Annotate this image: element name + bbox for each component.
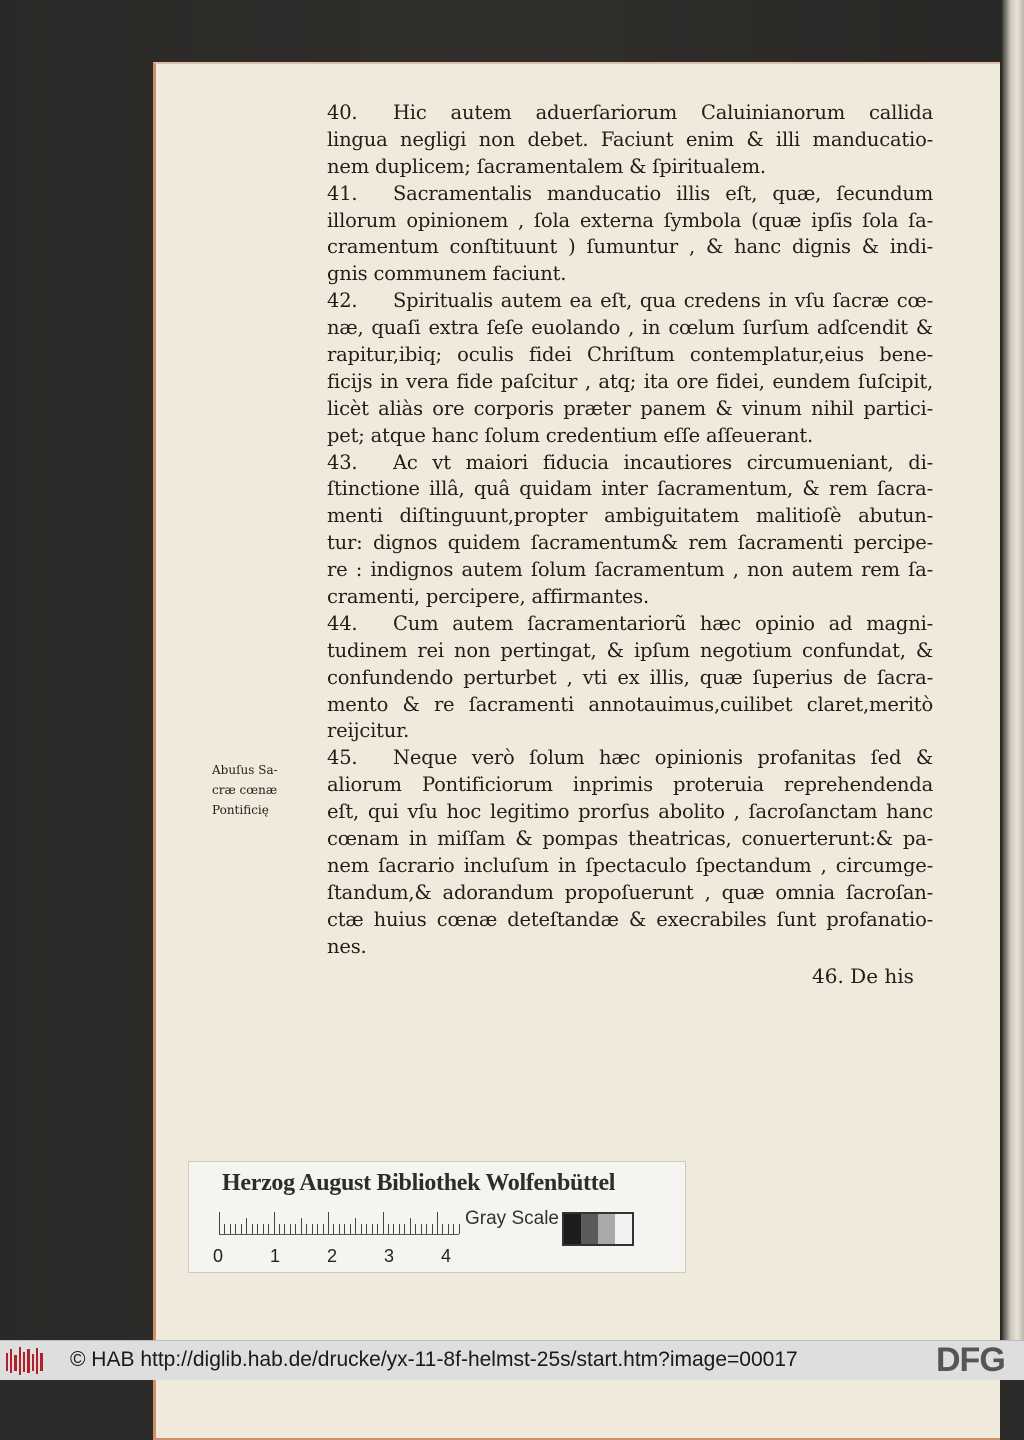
gray-swatch bbox=[598, 1214, 615, 1244]
ruler-tick bbox=[355, 1218, 356, 1234]
hab-logo-icon bbox=[6, 1347, 46, 1375]
text-line bbox=[327, 261, 933, 288]
text-line bbox=[327, 745, 933, 772]
paragraph-number: 40. bbox=[327, 101, 358, 124]
ruler-tick bbox=[224, 1224, 225, 1234]
ruler-tick bbox=[339, 1224, 340, 1234]
text-line bbox=[327, 584, 933, 611]
ruler-tick bbox=[252, 1224, 253, 1234]
text-line bbox=[327, 853, 933, 880]
ruler-tick bbox=[312, 1224, 313, 1234]
text-line bbox=[327, 396, 933, 423]
ruler-tick bbox=[235, 1224, 236, 1234]
ruler-tick bbox=[393, 1224, 394, 1234]
line-text: reijcitur. bbox=[327, 719, 410, 743]
ruler-tick bbox=[404, 1224, 405, 1234]
margin-note-line: cræ cœnæ bbox=[212, 783, 278, 797]
text-line bbox=[327, 718, 933, 745]
line-text: ſtinctione illâ, quâ quidam inter ſacramentum, & rem ſacra- bbox=[327, 477, 933, 501]
text-line bbox=[327, 772, 933, 799]
ruler-tick bbox=[442, 1224, 443, 1234]
gray-swatch bbox=[615, 1214, 632, 1244]
paragraph-number: 43. bbox=[327, 450, 358, 474]
library-name: Herzog August Bibliothek Wolfenbüttel bbox=[222, 1170, 616, 1196]
ruler-tick bbox=[426, 1224, 427, 1234]
ruler-tick bbox=[263, 1224, 264, 1234]
ruler-tick bbox=[410, 1218, 411, 1234]
line-text: nem ſacrario incluſum in ſpectaculo ſpectandum , circumge- bbox=[327, 853, 933, 877]
scale-ruler bbox=[219, 1210, 459, 1235]
text-line bbox=[327, 476, 933, 503]
margin-note-line: Abuſus Sa- bbox=[212, 763, 278, 777]
line-text: tudinem rei non pertingat, & ipſum negotium confundat, & bbox=[327, 638, 933, 662]
line-text: cramentum conſtituunt ) ſumuntur , & hanc dignis & indi- bbox=[327, 235, 933, 259]
text-line bbox=[327, 208, 933, 235]
margin-note bbox=[212, 760, 316, 820]
adjacent-page-edge bbox=[1002, 0, 1024, 1340]
ruler-tick bbox=[372, 1224, 373, 1234]
line-text: menti diſtinguunt,propter ambiguitatem malitioſè abutun- bbox=[327, 504, 933, 528]
line-text: Ac vt maiori fiducia incautiores circumueniant, di- bbox=[393, 450, 933, 474]
line-text: Sacramentalis manducatio illis eſt, quæ, ſecundum bbox=[393, 181, 933, 205]
text-line bbox=[327, 826, 933, 853]
ruler-tick bbox=[219, 1212, 220, 1234]
ruler-tick bbox=[279, 1224, 280, 1234]
ruler-tick bbox=[323, 1224, 324, 1234]
text-line bbox=[327, 611, 933, 638]
text-line bbox=[327, 557, 933, 584]
ruler-number: 2 bbox=[327, 1246, 338, 1266]
ruler-tick bbox=[230, 1224, 231, 1234]
line-text: Neque verò ſolum hæc opinionis profanitas ſed & bbox=[393, 746, 933, 770]
ruler-tick bbox=[333, 1224, 334, 1234]
line-text: Cum autem ſacramentariorũ hæc opinio ad magni- bbox=[393, 611, 933, 635]
line-text: gnis communem faciunt. bbox=[327, 262, 567, 286]
ruler-tick bbox=[274, 1212, 275, 1234]
line-text: nem duplicem; ſacramentalem & ſpiritualem. bbox=[327, 154, 766, 178]
dfg-logo: DFG bbox=[936, 1341, 1005, 1379]
line-text: Hic autem aduerſariorum Caluinianorum callida bbox=[393, 101, 933, 124]
ruler-tick bbox=[350, 1224, 351, 1234]
text-line bbox=[327, 665, 933, 692]
ruler-tick bbox=[361, 1224, 362, 1234]
ruler-tick bbox=[241, 1224, 242, 1234]
line-text: rapitur,ibiq; oculis fidei Chriſtum contemplatur,eius bene- bbox=[327, 343, 933, 367]
text-line bbox=[327, 450, 933, 477]
ruler-tick bbox=[459, 1224, 460, 1234]
line-text: re : indignos autem ſolum ſacramentum , non autem rem ſa- bbox=[327, 558, 933, 582]
ruler-tick bbox=[290, 1224, 291, 1234]
ruler-tick bbox=[306, 1224, 307, 1234]
paragraph-number: 41. bbox=[327, 181, 358, 205]
line-text: ficijs in vera fide paſcitur , atq; ita ore fidei, eundem ſuſcipit, bbox=[327, 369, 933, 393]
ruler-tick bbox=[246, 1218, 247, 1234]
line-text: pet; atque hanc ſolum credentium eſſe aſſeuerant. bbox=[327, 423, 814, 447]
gray-swatch bbox=[564, 1214, 581, 1244]
line-text: cramenti, percipere, affirmantes. bbox=[327, 585, 649, 609]
margin-note-line: Pontificię bbox=[212, 803, 269, 817]
gray-scale-label: Gray Scale bbox=[465, 1208, 559, 1229]
paragraph-number: 44. bbox=[327, 611, 358, 635]
ruler-tick bbox=[366, 1224, 367, 1234]
paragraph-number: 42. bbox=[327, 289, 358, 313]
text-line bbox=[327, 530, 933, 557]
footer-bar bbox=[0, 1340, 1024, 1380]
paragraph-number: 45. bbox=[327, 746, 358, 770]
library-label-card bbox=[188, 1161, 686, 1273]
ruler-tick bbox=[257, 1224, 258, 1234]
ruler-tick bbox=[328, 1212, 329, 1234]
ruler-tick bbox=[421, 1224, 422, 1234]
ruler-number: 3 bbox=[384, 1246, 395, 1266]
text-line bbox=[327, 154, 933, 181]
text-line bbox=[327, 907, 933, 934]
line-text: lingua negligi non debet. Faciunt enim & illi manducatio- bbox=[327, 127, 933, 151]
gray-scale-swatches bbox=[562, 1212, 634, 1246]
line-text: tur: dignos quidem ſacramentum& rem ſacramenti percipe- bbox=[327, 531, 933, 555]
line-text: eſt, qui vſu hoc legitimo prorſus abolito , ſacroſanctam hanc bbox=[327, 800, 933, 824]
page-text bbox=[327, 100, 933, 961]
ruler-tick bbox=[399, 1224, 400, 1234]
ruler-tick bbox=[383, 1212, 384, 1234]
source-url[interactable]: © HAB http://diglib.hab.de/drucke/yx-11-8f-helmst-25s/start.htm?image=00017 bbox=[70, 1348, 798, 1371]
text-line bbox=[327, 342, 933, 369]
ruler-tick bbox=[453, 1224, 454, 1234]
line-text: ctæ huius cœnæ deteſtandæ & execrabiles ſunt profanatio- bbox=[327, 907, 933, 931]
line-text: confundendo perturbet , vti ex illis, quæ ſuperius de ſacra- bbox=[327, 665, 933, 689]
text-line bbox=[327, 288, 933, 315]
text-line bbox=[327, 503, 933, 530]
text-line bbox=[327, 181, 933, 208]
line-text: aliorum Pontificiorum inprimis proteruia reprehendenda bbox=[327, 773, 933, 797]
text-line bbox=[327, 234, 933, 261]
gray-swatch bbox=[581, 1214, 598, 1244]
line-text: cœnam in miſſam & pompas theatricas, conuerterunt:& pa- bbox=[327, 827, 933, 851]
ruler-tick bbox=[317, 1224, 318, 1234]
line-text: licèt aliàs ore corporis præter panem & vinum nihil partici- bbox=[327, 396, 933, 420]
line-text: Spiritualis autem ea eſt, qua credens in vſu ſacræ cœ- bbox=[393, 289, 933, 313]
ruler-tick bbox=[388, 1224, 389, 1234]
ruler-tick bbox=[377, 1224, 378, 1234]
text-line bbox=[327, 369, 933, 396]
ruler-tick bbox=[301, 1218, 302, 1234]
ruler-tick bbox=[268, 1224, 269, 1234]
text-line bbox=[327, 100, 933, 127]
text-line bbox=[327, 638, 933, 665]
ruler-tick bbox=[437, 1212, 438, 1234]
ruler-tick bbox=[432, 1224, 433, 1234]
ruler-tick bbox=[415, 1224, 416, 1234]
text-line bbox=[327, 315, 933, 342]
line-text: ſtandum,& adorandum propoſuerunt , quæ omnia ſacroſan- bbox=[327, 880, 933, 904]
text-line bbox=[327, 423, 933, 450]
ruler-tick bbox=[295, 1224, 296, 1234]
line-text: illorum opinionem , ſola externa ſymbola (quæ ipſis ſola ſa- bbox=[327, 208, 933, 232]
ruler-number: 4 bbox=[441, 1246, 452, 1266]
line-text: nes. bbox=[327, 934, 367, 958]
text-line bbox=[327, 692, 933, 719]
ruler-number: 1 bbox=[270, 1246, 281, 1266]
ruler-number: 0 bbox=[213, 1246, 224, 1266]
text-line bbox=[327, 880, 933, 907]
text-line bbox=[327, 934, 933, 961]
ruler-tick bbox=[344, 1224, 345, 1234]
line-text: næ, quaſi extra ſeſe euolando , in cœlum ſurſum adſcendit & bbox=[327, 316, 933, 340]
ruler-tick bbox=[448, 1224, 449, 1234]
ruler-tick bbox=[284, 1224, 285, 1234]
text-line bbox=[327, 127, 933, 154]
text-line bbox=[327, 799, 933, 826]
catchword: 46. De his bbox=[812, 964, 914, 988]
line-text: mento & re ſacramenti annotauimus,cuilibet claret,meritò bbox=[327, 692, 933, 716]
